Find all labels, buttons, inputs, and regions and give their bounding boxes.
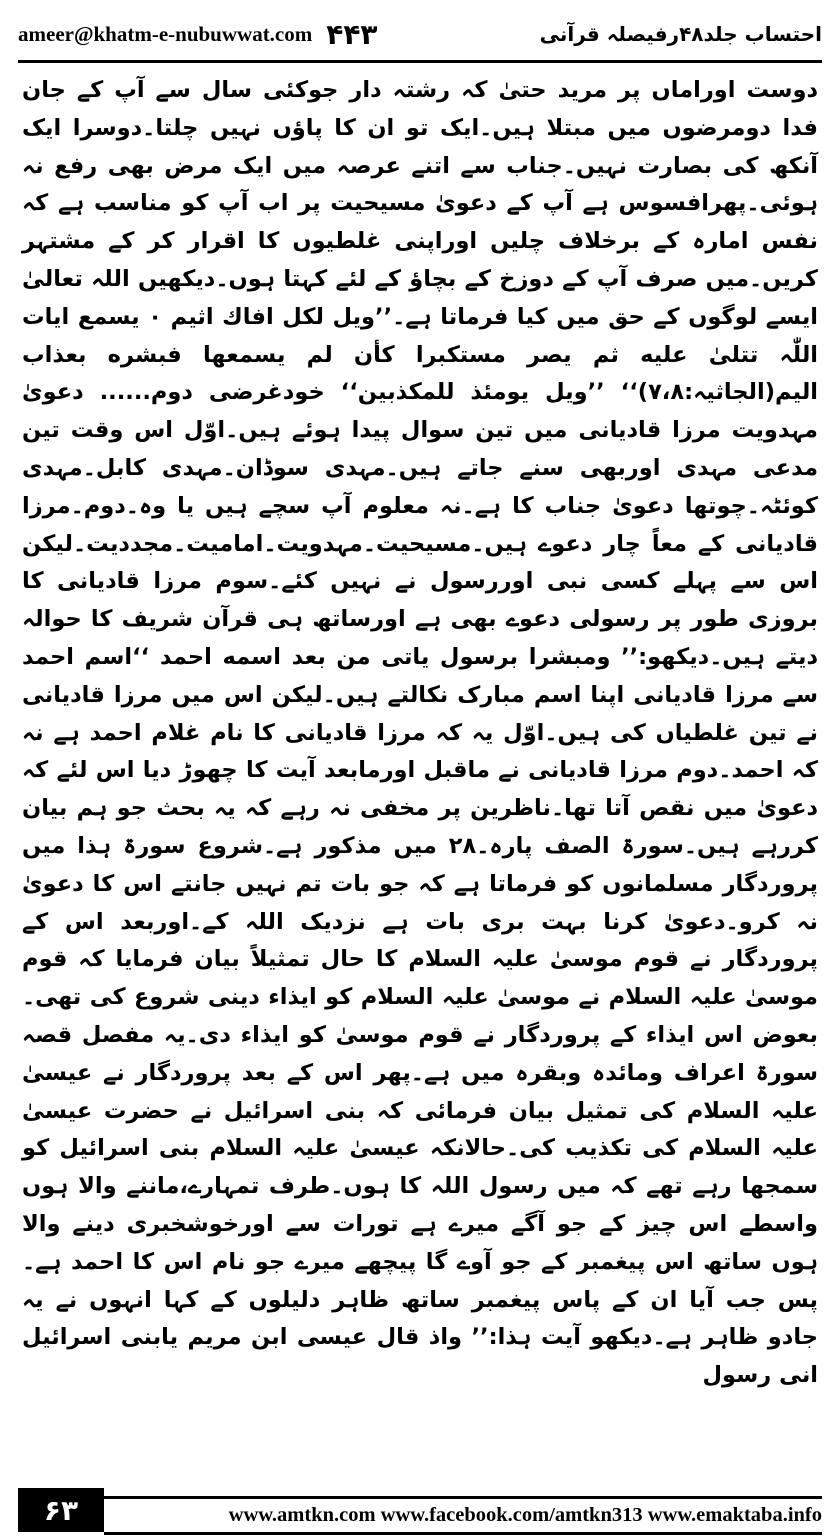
body-paragraph: دوست اوراماں پر مرید حتیٰ کہ رشتہ دار جوکئی سال سے آپ کے جان فدا دومرضوں میں مبتلا ہیں۔ایک تو ان کا پاؤں نہیں چلتا۔دوسرا ایک آنکھ کی بصارت نہیں۔جناب سے اتنے عرصہ میں ایک مرض بھی رفع نہ ہوئی۔پھرافسوس ہے آپ کے دعویٰ مسیحیت پر اب آپ کو مناسب ہے کہ نفس امارہ کے برخلاف چلیں اوراپنی غلطیوں کا اقرار کر کے مشتہر کریں۔میں صرف آپ کے دوزخ کے بچاؤ کے لئے کہتا ہوں۔دیکھیں اللہ تعالیٰ ایسے لوگوں کے حق میں کیا فرماتا ہے۔’’ویل لکل افاك اثیم ۰ یسمع ایات اللّٰہ تتلیٰ علیه ثم یصر مستکبرا کأن لم یسمعها فبشره بعذاب الیم(الجاثیہ:۷،۸)‘‘ ’’ویل یومئذ للمکذبین‘‘ خودغرضی دوم...... دعویٰ مہدویت مرزا قادیانی میں تین سوال پیدا ہوئے ہیں۔اوّل اس وقت تین مدعی مہدی اوربھی سنے جاتے ہیں۔مہدی سوڈان۔مہدی کابل۔مہدی کوئٹہ۔چوتھا دعویٰ جناب کا ہے۔نہ معلوم آپ سچے ہیں یا وہ۔دوم۔مرزا قادیانی کے معاً چار دعوے ہیں۔مسیحیت۔مہدویت۔امامیت۔مجددیت۔لیکن اس سے پہلے کسی نبی اوررسول نے نہیں کئے۔سوم مرزا قادیانی کا بروزی طور پر رسولی دعوے بھی ہے اورساتھ ہی قرآن شریف کا حوالہ دیتے ہیں۔دیکھو:’’ ومبشرا برسول یاتی من بعد اسمه احمد ‘‘اسم احمد سے مرزا قادیانی اپنا اسم مبارک نکالتے ہیں۔لیکن اس میں مرزا قادیانی نے تین غلطیاں کی ہیں۔اوّل یہ کہ مرزا قادیانی کا نام غلام احمد ہے نہ کہ احمد۔دوم مرزا قادیانی نے ماقبل اورمابعد آیت کا چھوڑ دیا اس لئے کہ دعویٰ میں نقص آتا تھا۔ناظرین پر مخفی نہ رہے کہ یہ بحث جو ہم بیان کررہے ہیں۔سورۃ الصف پارہ۔۲۸ میں مذکور ہے۔شروع سورۃ ہذا میں پروردگار مسلمانوں کو فرماتا ہے کہ جو بات تم نہیں جانتے اس کا دعویٰ نہ کرو۔دعویٰ کرنا بہت بری بات ہے نزدیک اللہ کے۔اوربعد اس کے پروردگار نے قوم موسیٰ علیہ السلام کا حال تمثیلاً بیان فرمایا کہ قوم موسیٰ علیہ السلام نے موسیٰ علیہ السلام کو ایذاء دینی شروع کی تھی۔بعوض اس ایذاء کے پروردگار نے قوم موسیٰ کو ایذاء دی۔یہ مفصل قصہ سورۃ اعراف ومائدہ وبقرہ میں ہے۔پھر اس کے بعد پروردگار نے عیسیٰ علیہ السلام کی تمثیل بیان فرمائی کہ بنی اسرائیل نے حضرت عیسیٰ علیہ السلام کی تکذیب کی۔حالانکہ عیسیٰ علیہ السلام بنی اسرائیل کو سمجھا رہے تھے کہ میں رسول اللہ کا ہوں۔طرف تمہارے،ماننے والا ہوں واسطے اس چیز کے جو آگے میرے ہے تورات سے اورخوشخبری دینے والا ہوں ساتھ اس پیغمبر کے جو آوے گا پیچھے میرے جو نام اس کا احمد ہے۔پس جب آیا ان کے پاس پیغمبر ساتھ ظاہر دلیلوں کے کہا انہوں نے یہ جادو ظاہر ہے۔دیکھو آیت ہذا:’’ واذ قال عیسی ابن مریم یابنی اسرائیل انی رسول [22, 77, 819, 1389]
page-footer [18, 1480, 822, 1540]
page-body [22, 72, 818, 1395]
header-divider [18, 60, 822, 63]
page-header [18, 14, 822, 54]
footer-divider-top [104, 1496, 822, 1499]
header-left-group [18, 18, 378, 51]
header-book-title: احتساب جلد۴۸رفیصلہ قرآنی [539, 22, 822, 46]
footer-page-number: ۶۳ [18, 1488, 104, 1532]
header-email: ameer@khatm-e-nubuwwat.com [18, 21, 313, 46]
header-page-number: ۴۴۳ [326, 17, 378, 51]
footer-divider-bottom [104, 1532, 822, 1535]
footer-links: www.amtkn.com www.facebook.com/amtkn313 www.emaktaba.info [228, 1504, 822, 1526]
